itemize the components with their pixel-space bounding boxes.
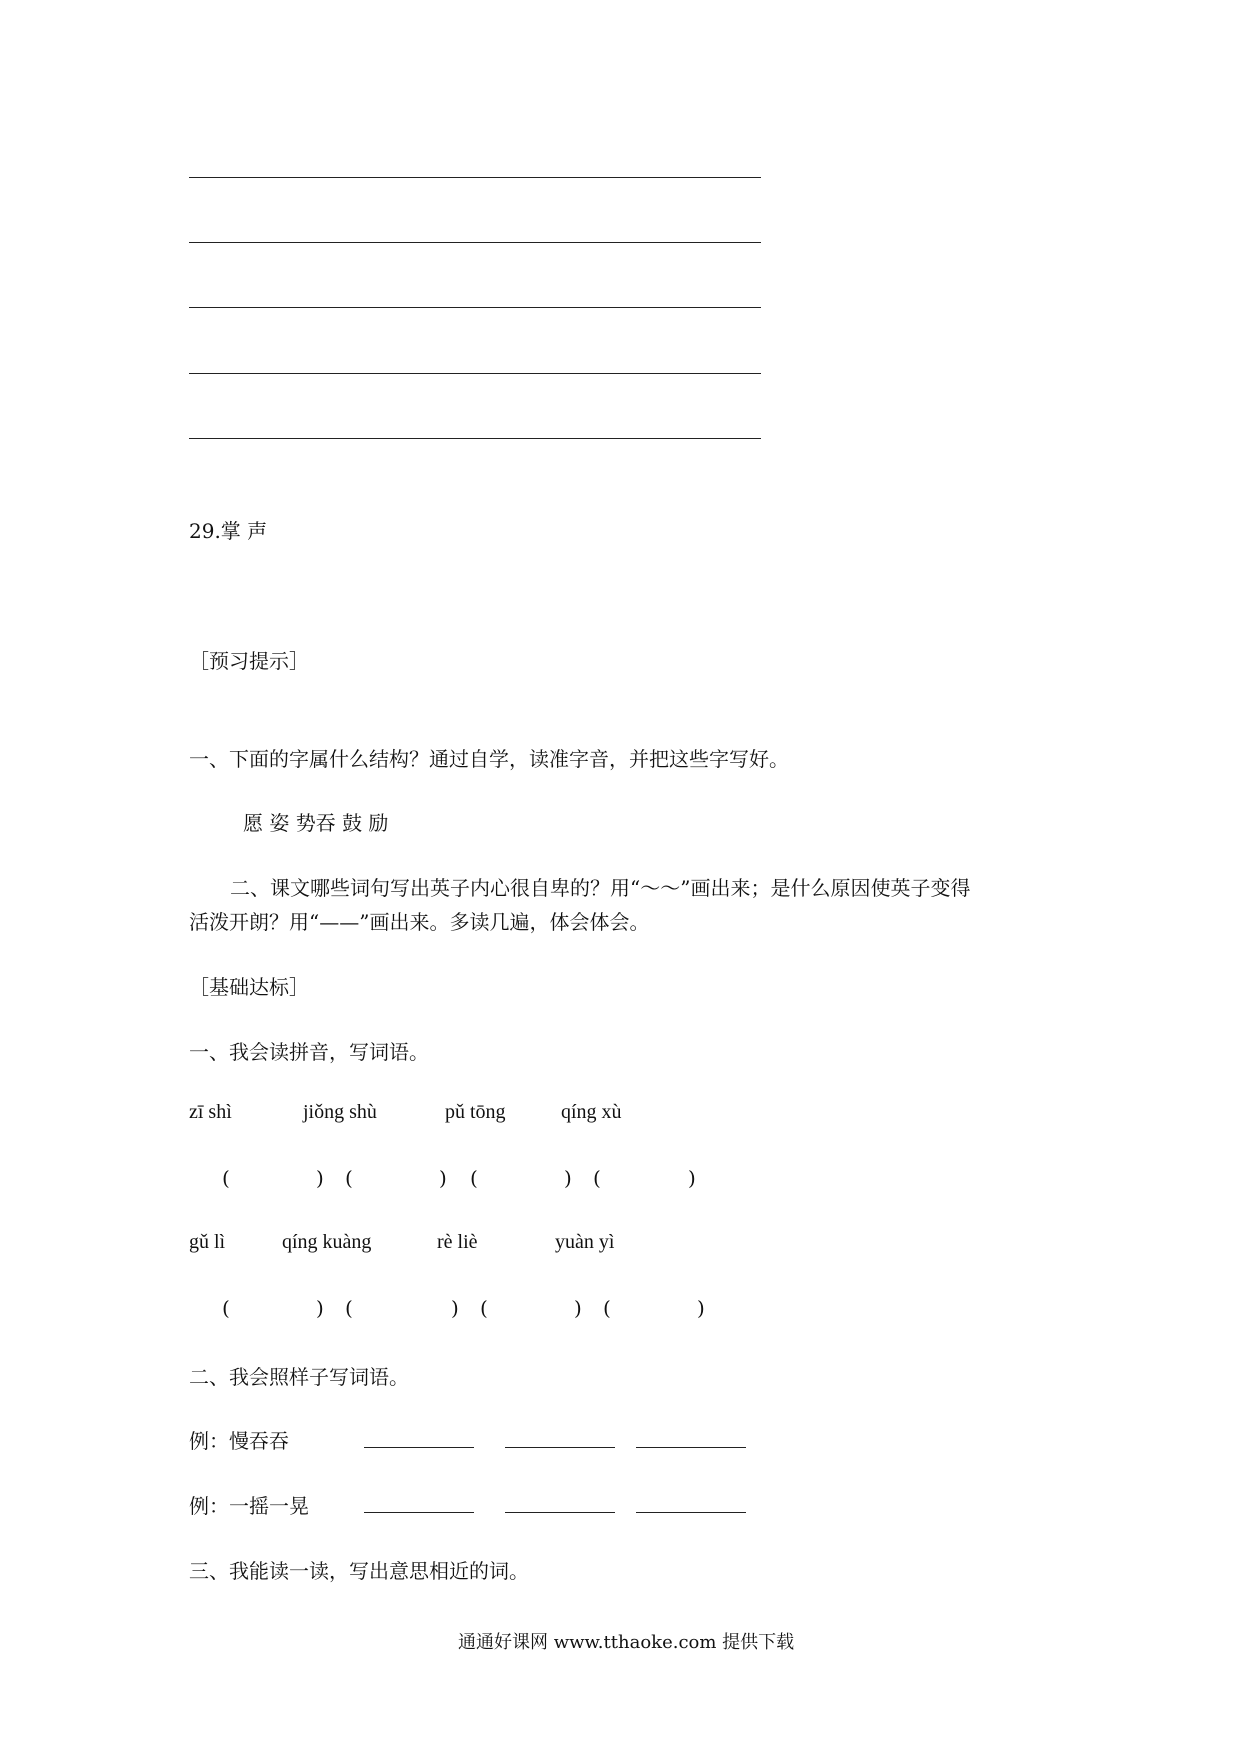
- close-paren: ): [439, 1166, 447, 1190]
- preview-question-2-line-1: 二、课文哪些词句写出英子内心很自卑的？用“～～”画出来；是什么原因使英子变得: [230, 876, 971, 900]
- pinyin-5: gǔ lì: [189, 1231, 226, 1253]
- basic-question-3: 三、我能读一读，写出意思相近的词。: [189, 1559, 529, 1583]
- example-2: 例：一摇一晃: [189, 1494, 309, 1518]
- close-paren: ): [316, 1296, 324, 1320]
- answer-line-5: [189, 438, 761, 439]
- open-paren: (: [603, 1296, 611, 1320]
- close-paren: ): [697, 1296, 705, 1320]
- answer-line-2: [189, 242, 761, 243]
- open-paren: (: [470, 1166, 478, 1190]
- basic-question-1: 一、我会读拼音，写词语。: [189, 1040, 429, 1064]
- pinyin-3: pǔ tōng: [445, 1101, 506, 1123]
- answer-blank: [636, 1512, 746, 1513]
- preview-heading: ［预习提示］: [189, 649, 309, 673]
- pinyin-4: qíng xù: [561, 1101, 622, 1123]
- pinyin-1: zī shì: [189, 1101, 232, 1123]
- answer-blank: [364, 1512, 474, 1513]
- answer-blank: [505, 1512, 615, 1513]
- open-paren: (: [480, 1296, 488, 1320]
- open-paren: (: [345, 1296, 353, 1320]
- basic-question-2: 二、我会照样子写词语。: [189, 1365, 409, 1389]
- answer-line-1: [189, 177, 761, 178]
- answer-line-3: [189, 307, 761, 308]
- preview-question-2-line-2: 活泼开朗？用“——”画出来。多读几遍，体会体会。: [189, 910, 650, 934]
- open-paren: (: [222, 1166, 230, 1190]
- answer-blank: [636, 1447, 746, 1448]
- answer-blank: [505, 1447, 615, 1448]
- close-paren: ): [316, 1166, 324, 1190]
- pinyin-2: jiǒng shù: [303, 1101, 377, 1123]
- open-paren: (: [345, 1166, 353, 1190]
- open-paren: (: [593, 1166, 601, 1190]
- close-paren: ): [451, 1296, 459, 1320]
- preview-characters: 愿 姿 势吞 鼓 励: [243, 811, 389, 835]
- pinyin-8: yuàn yì: [555, 1231, 615, 1253]
- page-footer: 通通好课网 www.tthaoke.com 提供下载: [458, 1632, 795, 1653]
- basic-heading: ［基础达标］: [189, 975, 309, 999]
- close-paren: ): [574, 1296, 582, 1320]
- preview-question-1: 一、下面的字属什么结构？通过自学，读准字音，并把这些字写好。: [189, 747, 789, 771]
- open-paren: (: [222, 1296, 230, 1320]
- close-paren: ): [564, 1166, 572, 1190]
- pinyin-6: qíng kuàng: [282, 1231, 372, 1253]
- example-1: 例：慢吞吞: [189, 1429, 289, 1453]
- close-paren: ): [688, 1166, 696, 1190]
- answer-blank: [364, 1447, 474, 1448]
- pinyin-7: rè liè: [437, 1231, 478, 1253]
- answer-line-4: [189, 373, 761, 374]
- lesson-title: 29.掌 声: [189, 519, 268, 543]
